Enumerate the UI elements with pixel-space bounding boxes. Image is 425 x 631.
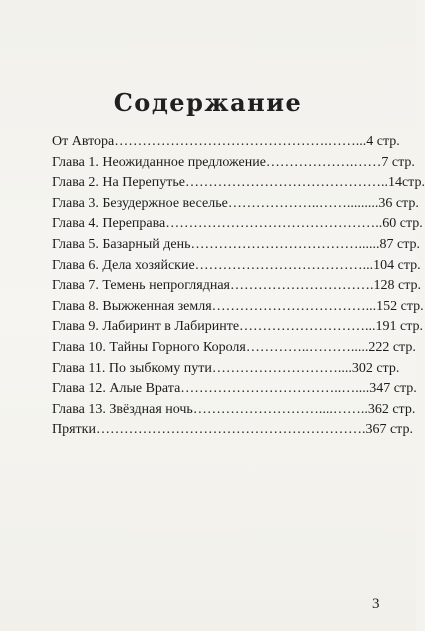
table-of-contents (52, 132, 425, 441)
toc-entry (52, 132, 400, 153)
toc-entry (52, 359, 400, 380)
toc-entry (52, 173, 425, 194)
toc-entry (52, 338, 416, 359)
toc-entry-text: Глава 6. Дела хозяйские………………………………...104 стр. (52, 257, 421, 273)
toc-entry-text: Глава 9. Лабиринт в Лабиринте………………………...191 стр. (52, 319, 424, 335)
toc-entry (52, 276, 421, 297)
toc-entry (52, 379, 417, 400)
toc-entry-text: Глава 10. Тайны Горного Короля…………..……….....222 стр. (52, 339, 416, 355)
page-title: Содержание (113, 88, 303, 117)
toc-entry (52, 153, 415, 174)
toc-entry-text: Глава 4. Переправа………………………………………..60 стр. (52, 216, 423, 232)
toc-entry-text: Прятки………………………………………………….367 стр. (52, 422, 413, 438)
toc-entry (52, 235, 420, 256)
toc-entry (52, 317, 424, 338)
toc-entry-text: От Автора……………………………………….……...4 стр. (52, 134, 400, 149)
toc-entry-text: Глава 7. Темень непроглядная………………………….128 стр. (52, 278, 421, 294)
toc-entry-text: Глава 12. Алые Врата……………………………..…....347 стр. (52, 381, 417, 397)
toc-entry (52, 400, 416, 421)
toc-entry-text: Глава 11. По зыбкому пути………………………....302 стр. (52, 360, 400, 376)
toc-entry-text: Глава 8. Выжженная земля……………………………...152 стр. (52, 298, 424, 314)
toc-entry (52, 256, 421, 277)
toc-entry (52, 194, 419, 215)
toc-entry-text: Глава 1. Неожиданное предложение……………….……7 стр. (52, 154, 415, 170)
toc-entry (52, 214, 423, 235)
toc-entry-text: Глава 2. На Перепутье……………………………………..14стр. (52, 175, 425, 191)
toc-entry-text: Глава 5. Базарный день………………………………......87 стр. (52, 236, 420, 252)
toc-entry-text: Глава 13. Звёздная ночь………………………....……..362 стр. (52, 401, 416, 417)
toc-entry-text: Глава 3. Безудержное веселье………………..…….........36 стр. (52, 195, 419, 211)
page-number: 3 (372, 596, 380, 612)
toc-entry (52, 297, 424, 318)
toc-entry (52, 420, 413, 441)
